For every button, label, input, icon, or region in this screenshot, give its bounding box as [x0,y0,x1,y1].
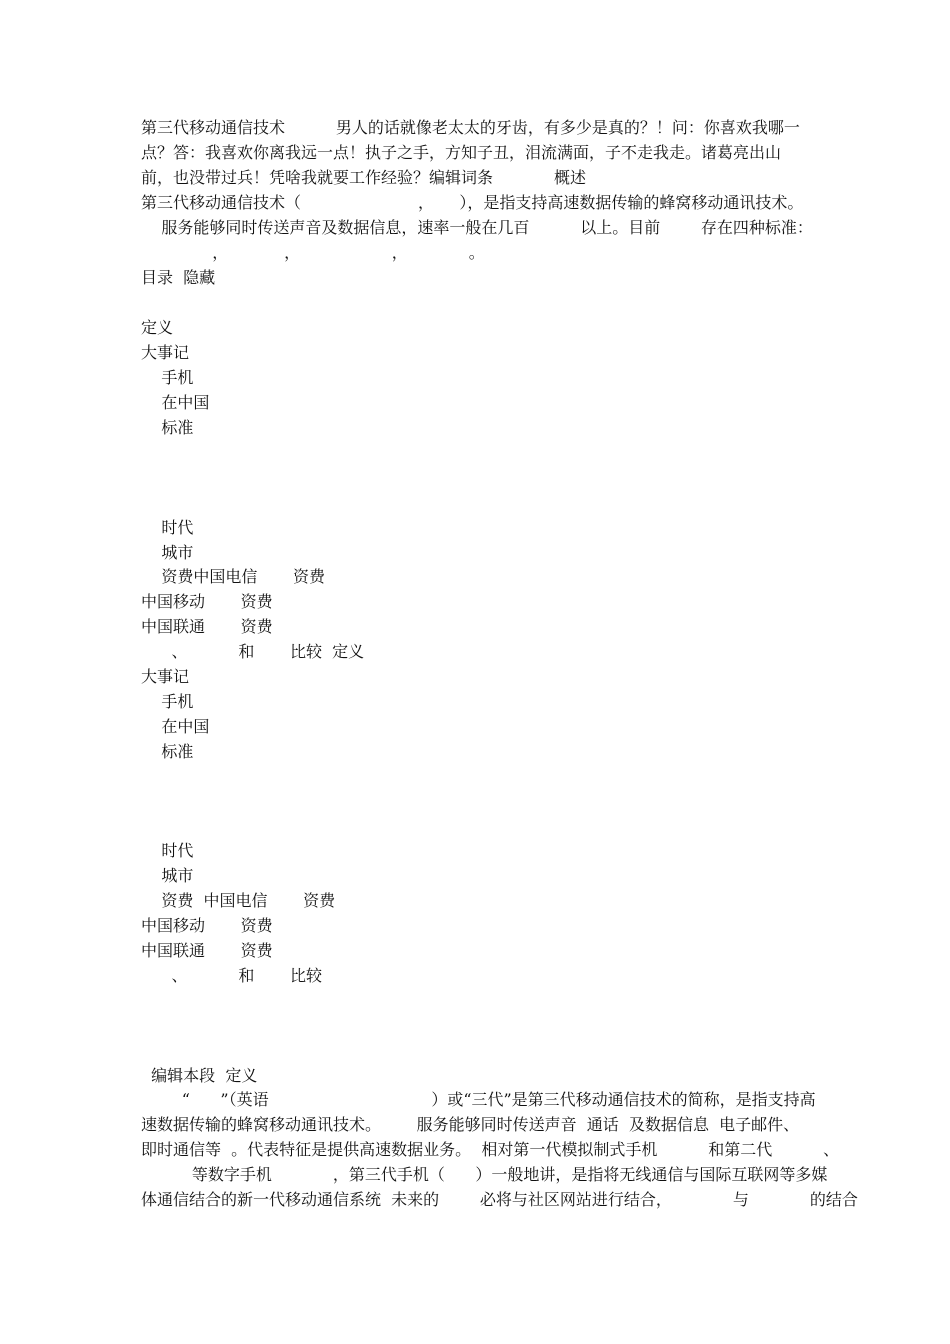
toc-item: 手机 [141,368,194,387]
toc-item: 资费中国电信 资费 [141,567,325,586]
toc-item: 标准 [141,742,194,761]
text-line: 第三代移动通信技术（ ， ），是指支持高速数据传输的蜂窝移动通讯技术。 [141,193,804,212]
text-line: 前，也没带过兵！凭啥我就要工作经验？编辑词条 概述 [141,168,587,187]
toc-item: 在中国 [141,393,210,412]
toc-heading: 目录 隐藏 [141,268,216,287]
toc-item: 手机 [141,692,194,711]
toc-item: 大事记 [141,343,190,362]
toc-item: 、 和 比较 [141,966,322,985]
toc-item: 资费 中国电信 资费 [141,891,336,910]
section-heading: 编辑本段 定义 [141,1066,258,1085]
text-line: 等数字手机 ，第三代手机（ ）一般地讲，是指将无线通信与国际互联网等多媒 [141,1165,828,1184]
text-line: 体通信结合的新一代移动通信系统 未来的 必将与社区网站进行结合， 与 的结合 [141,1190,858,1209]
text-line: 第三代移动通信技术 男人的话就像老太太的牙齿，有多少是真的？！问：你喜欢我哪一 [141,118,800,137]
text-line: ， ， ， 。 [141,243,485,262]
text-line: 即时通信等 。代表特征是提供高速数据业务。 相对第一代模拟制式手机 和第二代 、 [141,1140,840,1159]
toc-item: 大事记 [141,667,190,686]
toc-item: 标准 [141,418,194,437]
toc-item: 城市 [141,866,194,885]
toc-item: 中国移动 资费 [141,592,273,611]
toc-item: 中国联通 资费 [141,941,273,960]
text-line: “ ”（英语 ）或“三代”是第三代移动通信技术的简称，是指支持高 [141,1090,816,1109]
toc-item: 时代 [141,841,194,860]
toc-item: 中国移动 资费 [141,916,273,935]
toc-item: 城市 [141,543,194,562]
toc-item: 中国联通 资费 [141,617,273,636]
toc-item: 时代 [141,518,194,537]
text-line: 点？答：我喜欢你离我远一点！执子之手，方知子丑，泪流满面，子不走我走。诸葛亮出山 [141,143,782,162]
toc-item: 定义 [141,318,174,337]
toc-item: 在中国 [141,717,210,736]
text-line: 速数据传输的蜂窝移动通讯技术。 服务能够同时传送声音 通话 及数据信息 电子邮件、 [141,1115,800,1134]
toc-item: 、 和 比较 定义 [141,642,365,661]
text-line: 服务能够同时传送声音及数据信息，速率一般在几百 以上。目前 存在四种标准： [141,218,813,237]
